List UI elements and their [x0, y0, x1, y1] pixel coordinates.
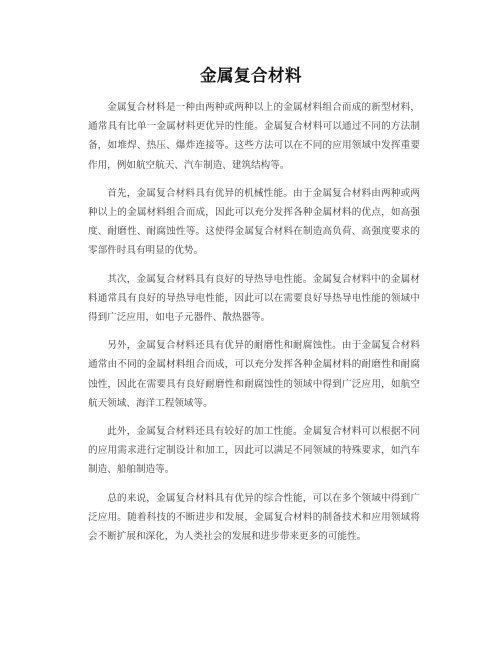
- paragraph-intro: 金属复合材料是一种由两种或两种以上的金属材料组合而成的新型材料，通常具有比单一金属材料更优异的性能。金属复合材料可以通过不同的方法制备，如堆焊、热压、爆炸连接等。这些方法可以在不同的应用领域中发挥重要作用，例如航空航天、汽车制造、建筑结构等。: [88, 102, 420, 171]
- paragraph-summary: 总的来说，金属复合材料具有优异的综合性能，可以在多个领域中得到广泛应用。随着科技的不断进步和发展，金属复合材料的制备技术和应用领域将会不断扩展和深化，为人类社会的发展和进步带来更多的可能性。: [88, 492, 420, 543]
- document-title: 金属复合材料: [200, 66, 302, 85]
- paragraph-wear-corrosion: 另外，金属复合材料还具有优异的耐磨性和耐腐蚀性。由于金属复合材料通常由不同的金属材料组合而成，可以充分发挥各种金属材料的耐磨性和耐腐蚀性，因此在需要具有良好耐磨性和耐腐蚀性的领域中得到广泛应用，如航空航天领域、海洋工程领域等。: [88, 340, 420, 409]
- paragraph-processing: 此外，金属复合材料还具有较好的加工性能。金属复合材料可以根据不同的应用需求进行定制设计和加工，因此可以满足不同领域的特殊要求，如汽车制造、船舶制造等。: [88, 426, 420, 476]
- document-body: [88, 98, 420, 555]
- paragraph-mechanical: 首先，金属复合材料具有优异的机械性能。由于金属复合材料由两种或两种以上的金属材料组合而成，因此可以充分发挥各种金属材料的优点，如高强度、耐磨性、耐腐蚀性等。这使得金属复合材料在制造高负荷、高强度要求的零部件时具有明显的优势。: [88, 187, 420, 257]
- paragraph-conductivity: 其次，金属复合材料具有良好的导热导电性能。金属复合材料中的金属材料通常具有良好的导热导电性能，因此可以在需要良好导热导电性能的领域中得到广泛应用，如电子元器件、散热器等。: [88, 273, 420, 324]
